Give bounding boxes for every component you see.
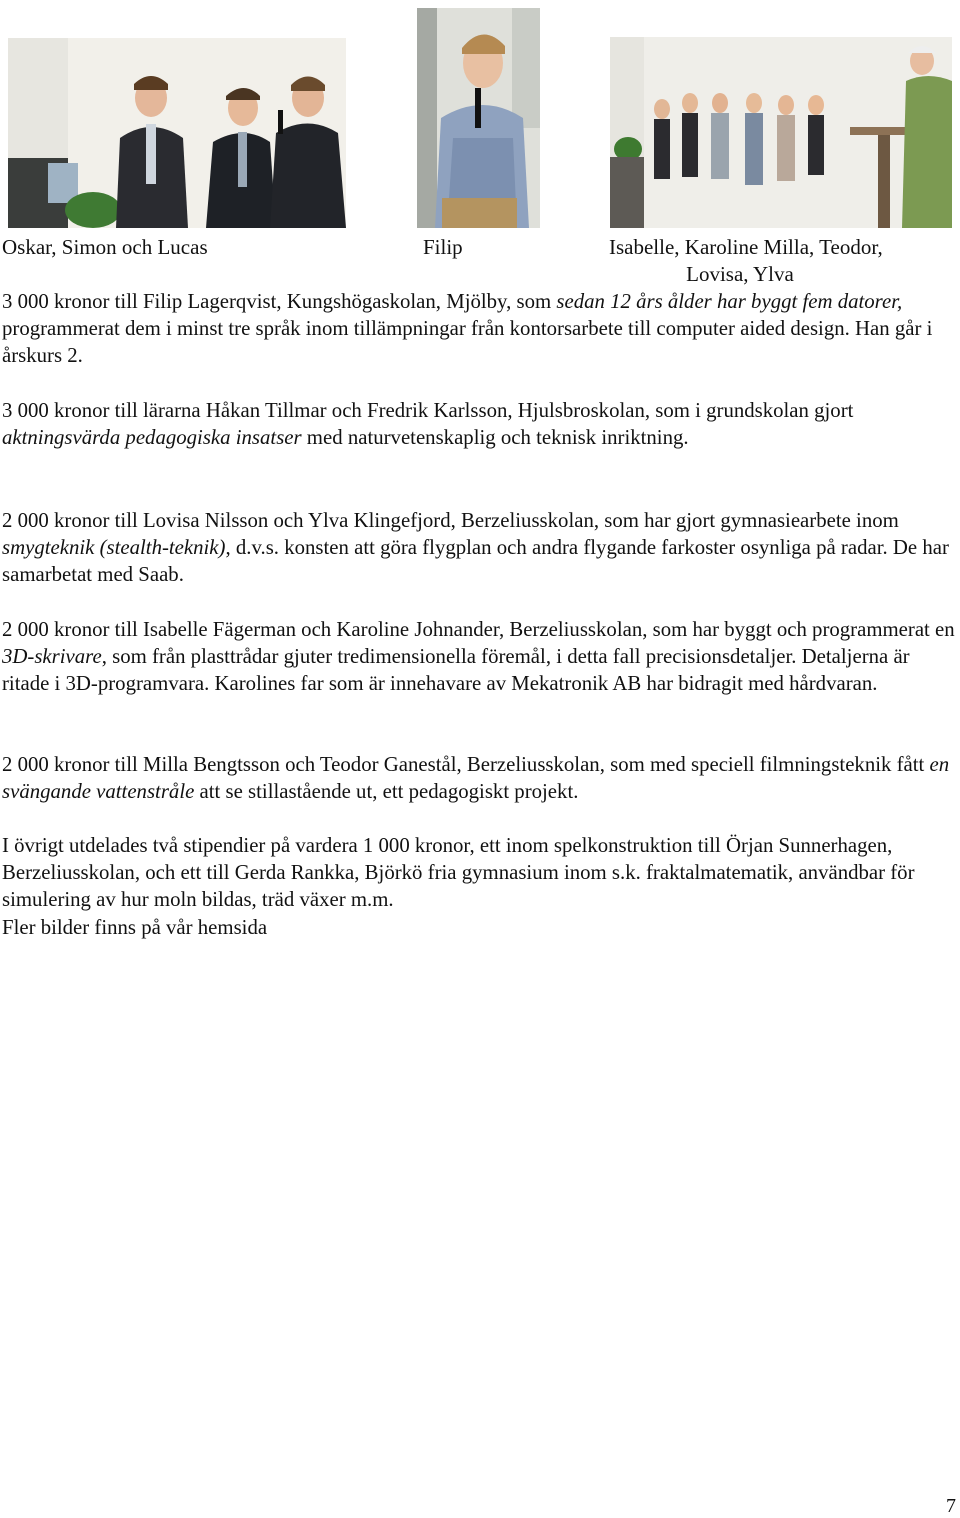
paragraph-other-scholarships <box>2 832 958 941</box>
p5-text-a: 2 000 kronor till Milla Bengtsson och Teodor Ganestål, Berzeliusskolan, som med speciell filmningsteknik fått <box>2 753 930 776</box>
p4-text-b: , som från plasttrådar gjuter tredimensionella föremål, i detta fall precisionsdetaljer. Detaljerna är ritade i 3D-programvara. Karolines far som är innehavare av Mekatronik AB har bidragit med hårdvaran. <box>2 645 910 696</box>
paragraph-milla-teodor <box>2 751 958 805</box>
p5-text-b: att se stillastående ut, ett pedagogiskt projekt. <box>194 780 579 804</box>
p5-emphasis: en svängande vattenstråle <box>2 753 950 804</box>
paragraph-isabelle-karoline <box>2 616 958 698</box>
p2-text-b: med naturvetenskaplig och teknisk inriktning. <box>301 426 689 450</box>
p1-emphasis: sedan 12 års ålder har byggt fem datorer, <box>556 290 903 313</box>
p3-emphasis: smygteknik (stealth-teknik) <box>2 536 226 560</box>
more-pictures-note: Fler bilder finns på vår hemsida <box>2 915 268 939</box>
photo-caption-2: Filip <box>423 235 463 259</box>
page-number: 7 <box>946 1495 956 1517</box>
p4-text-a: 2 000 kronor till Isabelle Fägerman och Karoline Johnander, Berzeliusskolan, som har byggt och programmerat en <box>2 618 955 641</box>
photo-caption-3-line-1: Isabelle, Karoline Milla, Teodor, <box>609 235 883 259</box>
p1-text-a: 3 000 kronor till Filip Lagerqvist, Kungshögaskolan, Mjölby, som <box>2 290 557 313</box>
p4-emphasis: 3D-skrivare <box>2 645 102 669</box>
paragraph-hjulsbroskolan-teachers <box>2 397 958 451</box>
p3-text-b: , d.v.s. konsten att göra flygplan och andra flygande farkoster osynliga på radar. De har samarbetat med Saab. <box>2 536 949 587</box>
photo-caption-3 <box>609 234 959 288</box>
paragraph-lovisa-ylva <box>2 507 958 589</box>
p3-text-a: 2 000 kronor till Lovisa Nilsson och Ylva Klingefjord, Berzeliusskolan, som har gjort gymnasiearbete inom <box>2 509 899 532</box>
group-photo-isabelle-karoline-milla-teodor-lovisa-ylva <box>610 37 952 228</box>
photo-caption-3-line-2: Lovisa, Ylva <box>686 262 794 286</box>
p2-text-a: 3 000 kronor till lärarna Håkan Tillmar och Fredrik Karlsson, Hjulsbroskolan, som i grundskolan gjort <box>2 399 854 422</box>
p6-text: I övrigt utdelades två stipendier på vardera 1 000 kronor, ett inom spelkonstruktion till Örjan Sunnerhagen, Berzeliusskolan, och ett till Gerda Rankka, Björkö fria gymnasium inom s.k. fraktalmatematik, användbar för simulering av hur moln bildas, träd växer m.m. <box>2 834 915 912</box>
p2-emphasis: aktningsvärda pedagogiska insatser <box>2 426 302 450</box>
paragraph-filip-lagerqvist <box>2 288 958 370</box>
p1-text-b: programmerat dem i minst tre språk inom tillämpningar från kontorsarbete till computer aided design. Han går i årskurs 2. <box>2 317 933 368</box>
photo-caption-1: Oskar, Simon och Lucas <box>2 235 208 259</box>
group-photo-oskar-simon-lucas <box>8 38 346 228</box>
photo-filip <box>417 8 540 228</box>
